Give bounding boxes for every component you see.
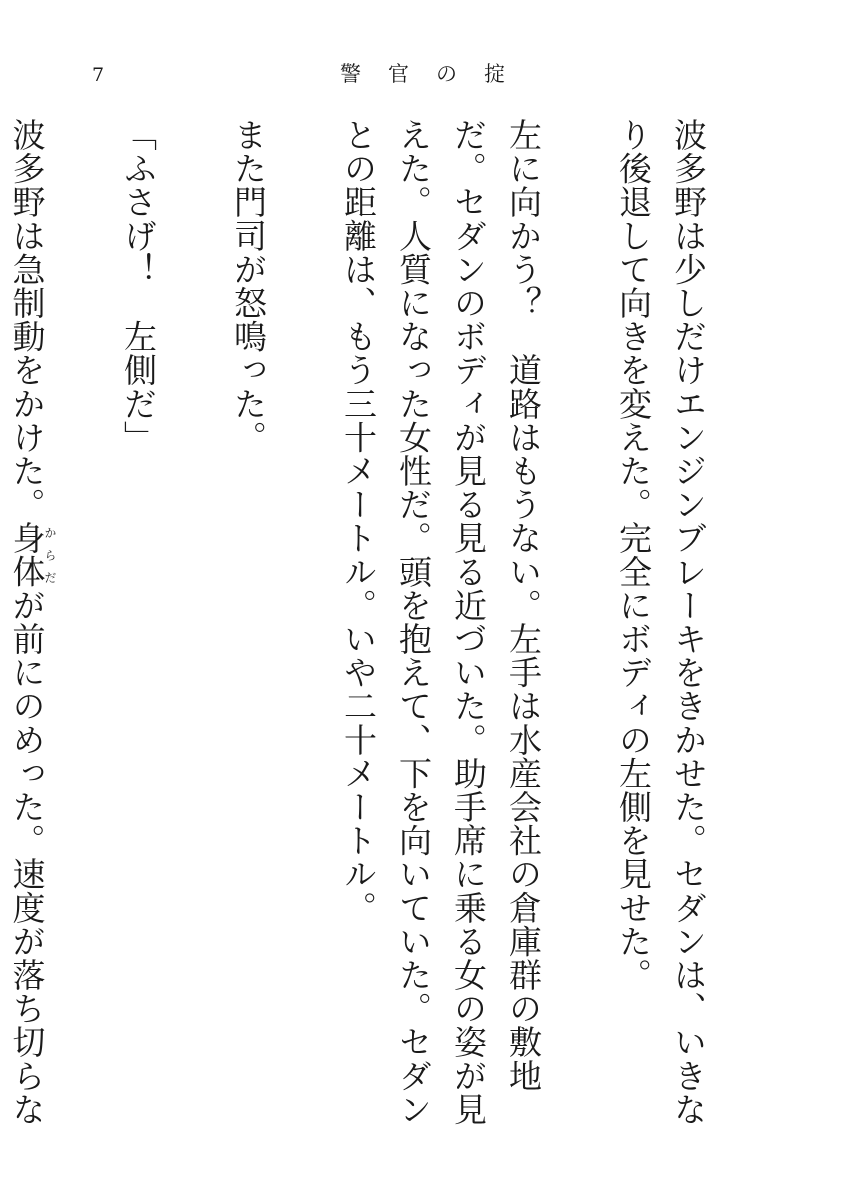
paragraph-dialogue: 「ふさげ！ 左側だ」 — [119, 118, 158, 454]
paragraph: また門司が怒鳴った。 — [229, 118, 268, 454]
ruby-word — [7, 521, 57, 589]
paragraph: 左に向かう？ 道路はもうない。左手は水産会社の倉庫群の敷地だ。セダンのボディが見る見る近づいた。助手席に乗る女の姿が見えた。人質になった女性だ。頭を抱えて、下を向いていた。セダンとの距離は、もう三十メートル。いや二十メートル。 — [339, 118, 543, 1126]
paragraph: 波多野は少しだけエンジンブレーキをきかせた。セダンは、いきなり後退して向きを変えた。完全にボディの左側を見せた。 — [614, 118, 708, 1126]
ruby-base: 身体 — [7, 521, 47, 589]
body-text — [7, 118, 771, 1128]
paragraph-text-before: 波多野は急制動をかけた。 — [7, 118, 47, 522]
running-title: 警官の掟 — [340, 62, 532, 86]
ruby-reading: からだ — [43, 521, 57, 589]
paragraph-with-ruby — [0, 118, 56, 1128]
paragraph-text-after: が前にのめった。速度が落ち切らな — [7, 588, 47, 1127]
page-number: 7 — [92, 64, 105, 86]
